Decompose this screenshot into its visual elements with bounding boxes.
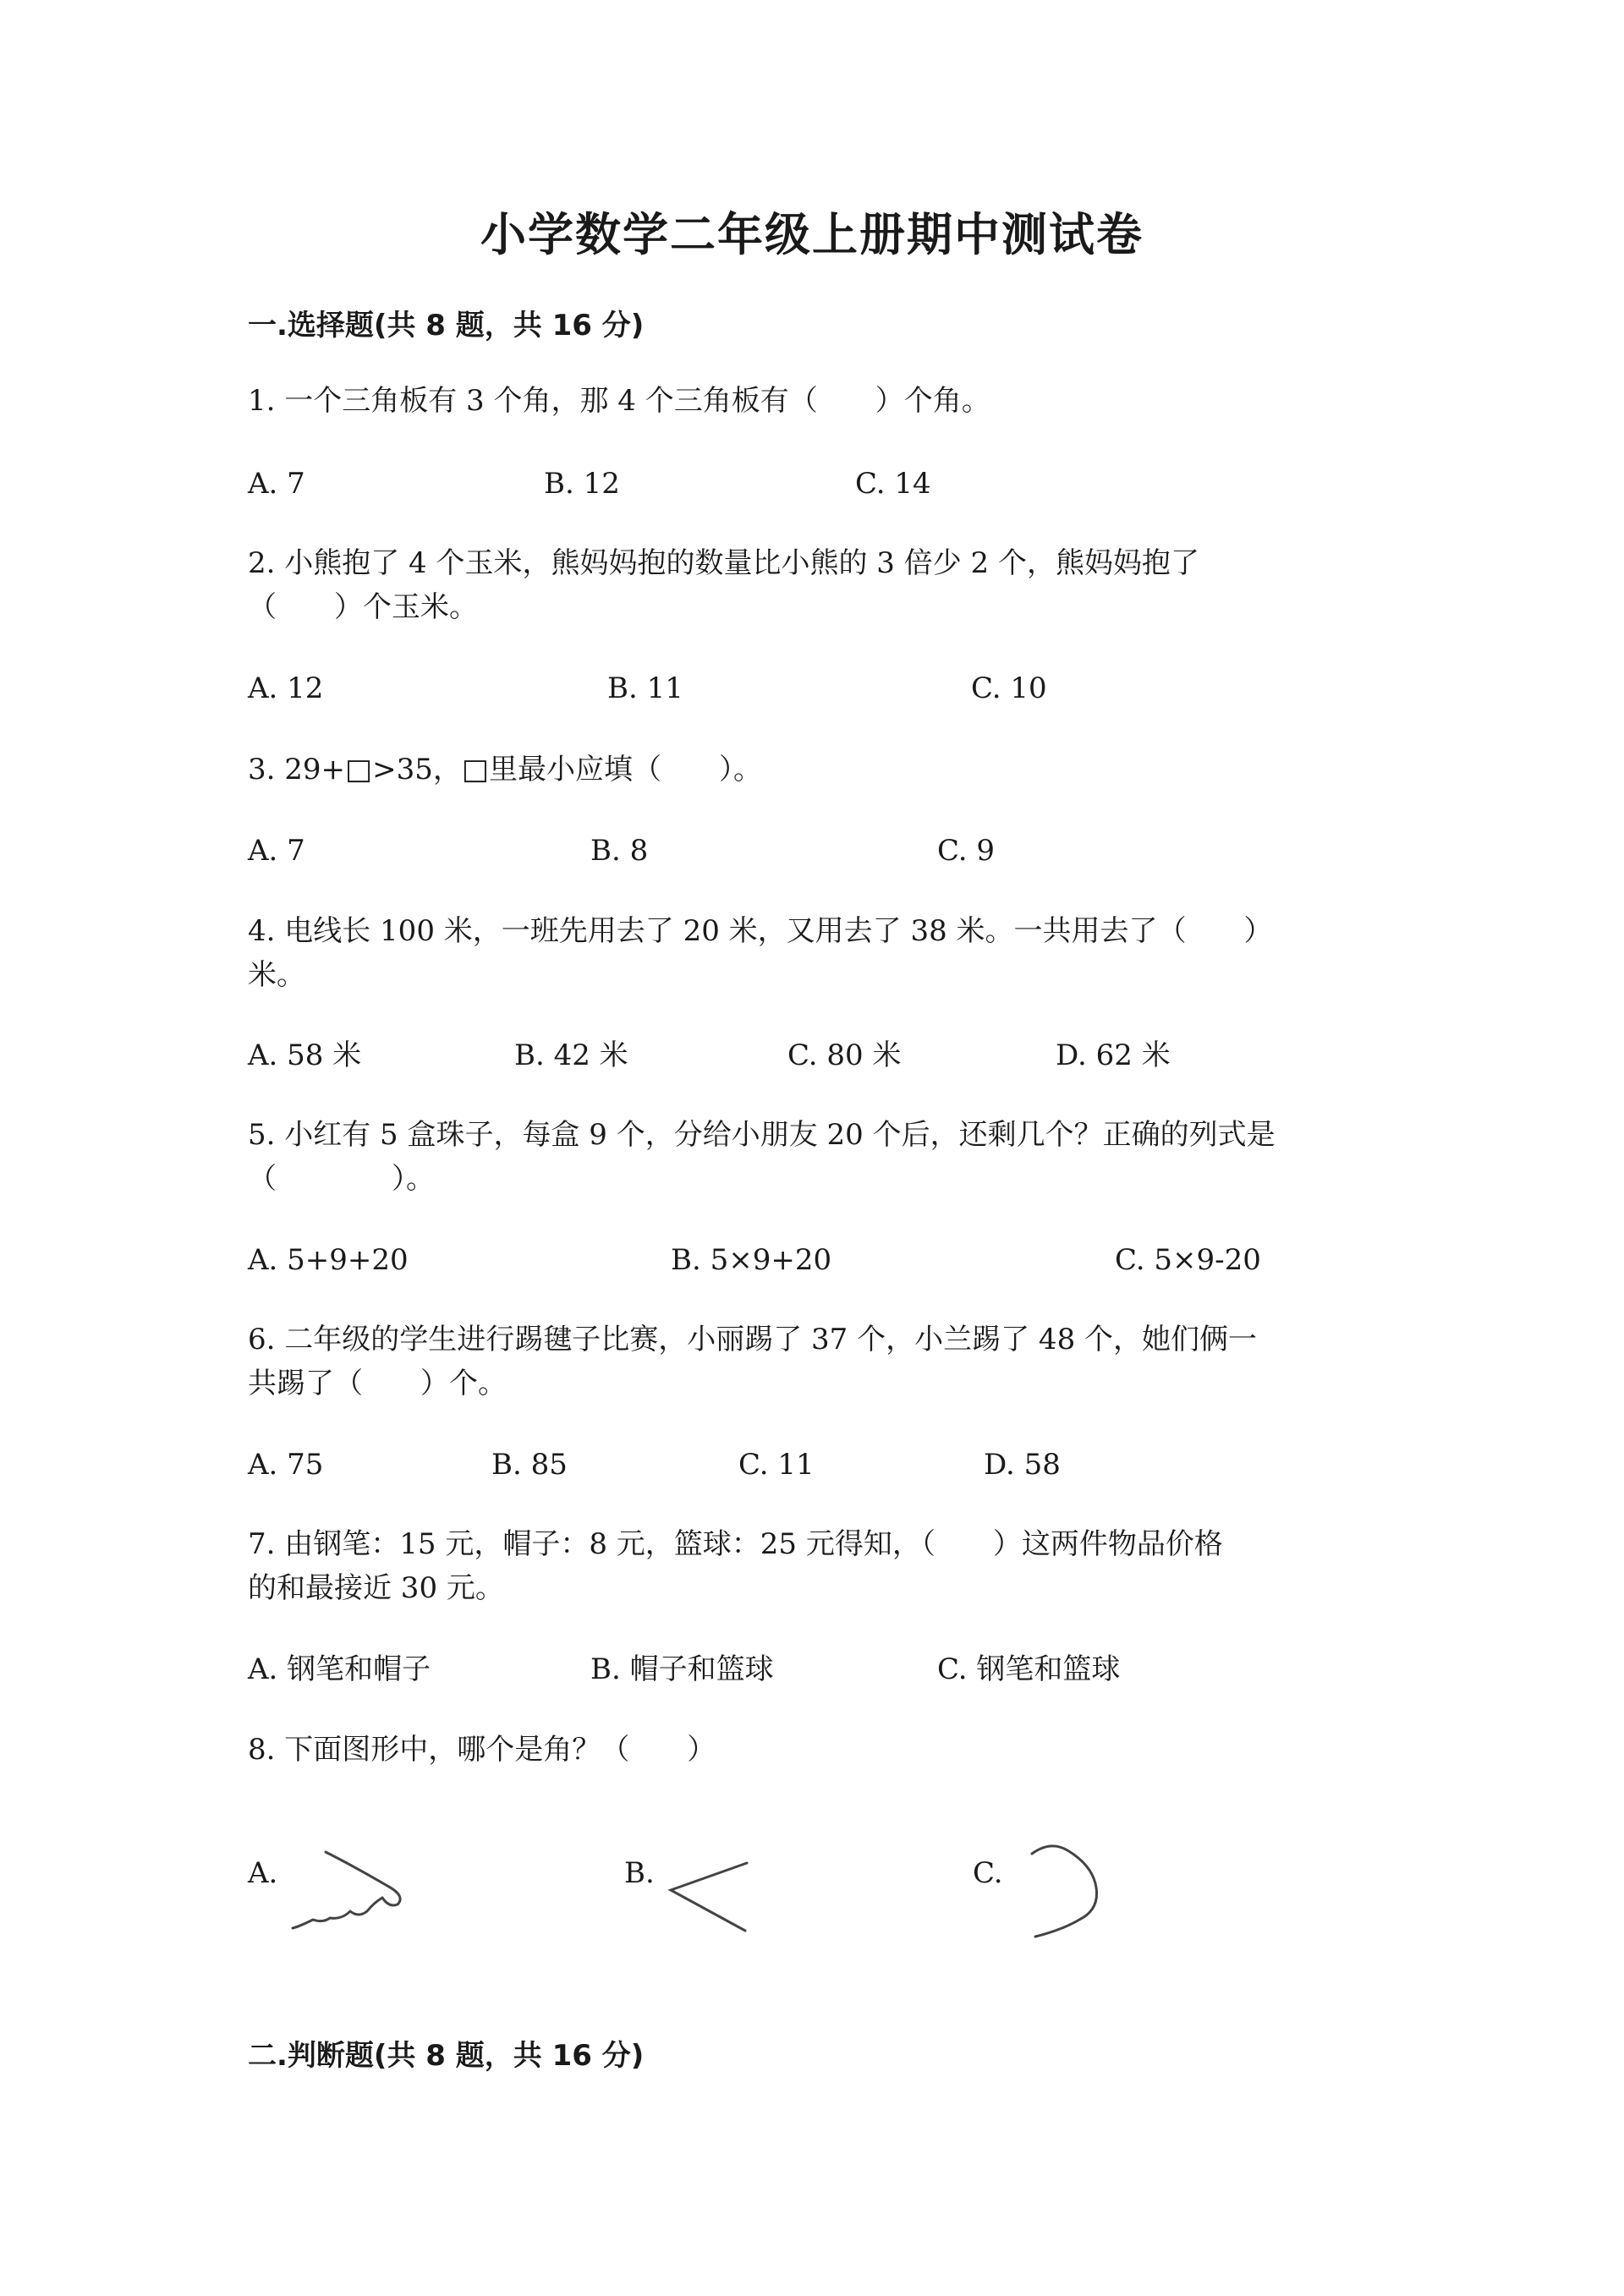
- option-a: A. 58 米: [248, 1038, 362, 1072]
- wavy-curve-figure: [288, 1844, 406, 1937]
- option-a: A. 12: [248, 671, 324, 705]
- figure-option-c-label: C.: [973, 1856, 1003, 1890]
- option-c: C. 14: [855, 467, 931, 501]
- curve-figure: [1015, 1835, 1108, 1945]
- figure-option-b: [664, 1856, 757, 1941]
- question-6: [248, 1318, 1398, 1406]
- section-heading-judgement: 二.判断题(共 8 题，共 16 分): [248, 2039, 645, 2073]
- question-text: 4. 电线长 100 米，一班先用去了 20 米，又用去了 38 米。一共用去了（ ）: [248, 914, 1273, 948]
- option-b: B. 8: [590, 834, 649, 868]
- question-4-options: [248, 1033, 1398, 1077]
- question-text: 7. 由钢笔：15 元，帽子：8 元，篮球：25 元得知，（ ）这两件物品价格: [248, 1527, 1223, 1561]
- option-b: B. 42 米: [514, 1038, 628, 1072]
- figure-option-a-label: A.: [248, 1856, 278, 1890]
- question-1-options: [248, 462, 1398, 506]
- option-d: D. 58: [984, 1448, 1061, 1482]
- question-6-options: [248, 1443, 1398, 1487]
- option-a: A. 5+9+20: [248, 1243, 409, 1277]
- question-text: 6. 二年级的学生进行踢毽子比赛，小丽踢了 37 个，小兰踢了 48 个，她们俩一: [248, 1323, 1258, 1356]
- question-1: [248, 379, 1398, 423]
- angle-figure: [664, 1856, 757, 1941]
- question-5: [248, 1113, 1398, 1201]
- question-3-options: [248, 829, 1398, 873]
- question-4: [248, 909, 1398, 997]
- figure-option-a: [288, 1844, 406, 1937]
- question-2: [248, 541, 1398, 629]
- question-5-options: [248, 1238, 1398, 1282]
- question-text: （ ）。: [248, 1162, 435, 1196]
- option-c: C. 9: [937, 834, 996, 868]
- option-a: A. 7: [248, 467, 305, 501]
- question-text: 共踢了（ ）个。: [248, 1367, 507, 1400]
- option-c: C. 钢笔和篮球: [937, 1652, 1121, 1686]
- question-7-options: [248, 1647, 1398, 1691]
- question-2-options: [248, 666, 1398, 710]
- question-text: 5. 小红有 5 盒珠子，每盒 9 个，分给小朋友 20 个后，还剩几个？正确的列式是: [248, 1118, 1276, 1152]
- page-title: 小学数学二年级上册期中测试卷: [480, 207, 1144, 261]
- option-d: D. 62 米: [1056, 1038, 1171, 1072]
- option-c: C. 11: [738, 1448, 815, 1482]
- figure-option-c: [1015, 1835, 1108, 1945]
- question-7: [248, 1522, 1398, 1610]
- option-c: C. 5×9-20: [1115, 1243, 1261, 1277]
- option-a: A. 钢笔和帽子: [248, 1652, 431, 1686]
- option-b: B. 85: [491, 1448, 568, 1482]
- question-text: 3. 29+□>35，□里最小应填（ ）。: [248, 753, 762, 786]
- option-b: B. 帽子和篮球: [590, 1652, 774, 1686]
- option-c: C. 80 米: [787, 1038, 902, 1072]
- question-text: 8. 下面图形中，哪个是角？（ ）: [248, 1733, 716, 1767]
- question-text: 2. 小熊抱了 4 个玉米，熊妈妈抱的数量比小熊的 3 倍少 2 个，熊妈妈抱了: [248, 546, 1199, 580]
- option-c: C. 10: [971, 671, 1047, 705]
- option-b: B. 5×9+20: [671, 1243, 832, 1277]
- option-b: B. 11: [607, 671, 683, 705]
- option-b: B. 12: [544, 467, 620, 501]
- question-text: 米。: [248, 958, 305, 992]
- section-heading-choice: 一.选择题(共 8 题，共 16 分): [248, 309, 645, 342]
- option-a: A. 75: [248, 1448, 324, 1482]
- question-8: [248, 1728, 1398, 1772]
- question-text: （ ）个玉米。: [248, 590, 478, 624]
- option-a: A. 7: [248, 834, 305, 868]
- figure-option-b-label: B.: [624, 1856, 655, 1890]
- question-text: 的和最接近 30 元。: [248, 1571, 504, 1605]
- question-text: 1. 一个三角板有 3 个角，那 4 个三角板有（ ）个角。: [248, 384, 990, 418]
- question-3: [248, 748, 1398, 792]
